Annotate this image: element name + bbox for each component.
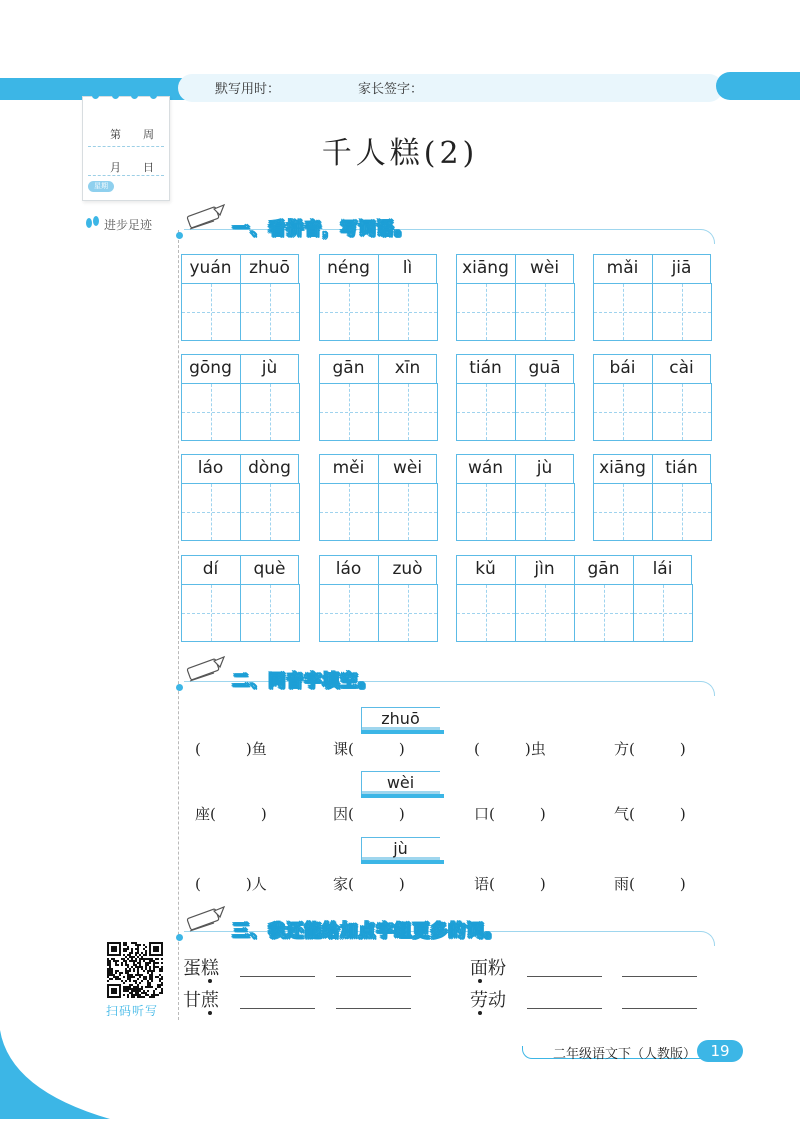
- margin-dashed-line: [178, 230, 179, 1020]
- pinyin-syllable: xiāng: [462, 258, 509, 278]
- homophone-item[interactable]: 雨( ): [614, 875, 686, 893]
- writing-cell[interactable]: [378, 584, 438, 642]
- homophone-item[interactable]: 方( ): [614, 740, 686, 758]
- corner-decoration: [0, 1010, 110, 1119]
- word-grid: [593, 354, 711, 442]
- pinyin-syllable: lì: [402, 258, 413, 278]
- word-grid: [593, 254, 711, 342]
- section1-title: 一、看拼音，写词语。: [232, 219, 412, 239]
- word-flour: 面粉: [470, 958, 506, 979]
- pinyin-syllable: dí: [202, 559, 219, 579]
- pinyin-syllable: xiāng: [599, 458, 646, 478]
- homophone-item[interactable]: 家( ): [333, 875, 405, 893]
- book-label: 二年级语文下（人教版）: [553, 1047, 697, 1062]
- writing-cell[interactable]: [378, 283, 438, 341]
- page-title: 千人糕(2): [321, 136, 479, 171]
- ring-icon: [92, 92, 99, 99]
- date-line: [88, 175, 164, 176]
- writing-cell[interactable]: [593, 383, 653, 441]
- pinyin-divider: [240, 555, 241, 585]
- pinyin-syllable: jù: [261, 358, 278, 378]
- writing-cell[interactable]: [574, 584, 634, 642]
- writing-cell[interactable]: [593, 483, 653, 541]
- pinyin-syllable: wán: [467, 458, 504, 478]
- pinyin-syllable: cài: [669, 358, 694, 378]
- pinyin-divider: [633, 555, 634, 585]
- emphasis-dot: [208, 979, 212, 983]
- word-grid: [456, 454, 574, 542]
- pinyin-syllable: jù: [536, 458, 553, 478]
- pinyin-syllable: dòng: [248, 458, 291, 478]
- answer-blank[interactable]: [240, 1008, 315, 1009]
- emphasis-dot: [478, 979, 482, 983]
- pencil-icon: [184, 203, 228, 233]
- homophone-item[interactable]: ( )虫: [474, 740, 546, 758]
- footprint-icon: [84, 214, 102, 234]
- homophone-item[interactable]: 气( ): [614, 805, 686, 823]
- parent-signature-label: 家长签字：: [358, 82, 424, 97]
- section2-dot: [176, 684, 183, 691]
- pinyin-divider: [652, 254, 653, 284]
- answer-blank[interactable]: [527, 1008, 602, 1009]
- word-grid: [319, 354, 437, 442]
- emphasis-dot: [478, 1011, 482, 1015]
- qr-code-icon[interactable]: [107, 942, 163, 998]
- weekday-badge: 星期: [88, 181, 114, 192]
- writing-cell[interactable]: [319, 383, 379, 441]
- pinyin-syllable: jìn: [534, 559, 555, 579]
- pinyin-divider: [515, 354, 516, 384]
- pinyin-syllable: měi: [332, 458, 365, 478]
- word-grid: [456, 254, 574, 342]
- pinyin-syllable: gōng: [189, 358, 232, 378]
- word-labor: 劳动: [470, 990, 506, 1011]
- writing-cell[interactable]: [633, 584, 693, 642]
- word-grid: [181, 555, 299, 643]
- pinyin-divider: [652, 354, 653, 384]
- writing-cell[interactable]: [181, 383, 241, 441]
- answer-blank[interactable]: [622, 976, 697, 977]
- pinyin-divider: [652, 454, 653, 484]
- writing-cell[interactable]: [652, 483, 712, 541]
- pinyin-syllable: láo: [197, 458, 224, 478]
- day-label: 日: [143, 161, 154, 174]
- top-bar-right: [716, 72, 800, 100]
- week-label: 第 周: [110, 128, 154, 141]
- writing-cell[interactable]: [456, 283, 516, 341]
- writing-cell[interactable]: [515, 283, 575, 341]
- pinyin-syllable: guā: [528, 358, 561, 378]
- writing-cell[interactable]: [240, 584, 300, 642]
- pinyin-divider: [515, 454, 516, 484]
- progress-label: 进步足迹: [104, 218, 153, 232]
- word-grid: [319, 454, 437, 542]
- pinyin-syllable: tián: [469, 358, 502, 378]
- pinyin-divider: [378, 454, 379, 484]
- month-label: 月: [110, 161, 121, 174]
- writing-cell[interactable]: [181, 584, 241, 642]
- pinyin-divider: [240, 354, 241, 384]
- writing-cell[interactable]: [378, 483, 438, 541]
- answer-blank[interactable]: [527, 976, 602, 977]
- writing-cell[interactable]: [181, 283, 241, 341]
- emphasis-dot: [208, 1011, 212, 1015]
- pencil-icon: [184, 905, 228, 935]
- pinyin-syllable: kǔ: [475, 559, 496, 579]
- pinyin-syllable: néng: [327, 258, 370, 278]
- writing-cell[interactable]: [652, 383, 712, 441]
- pinyin-syllable: tián: [665, 458, 698, 478]
- word-grid: [456, 555, 692, 643]
- word-grid: [181, 354, 299, 442]
- writing-cell[interactable]: [593, 283, 653, 341]
- ring-icon: [131, 92, 138, 99]
- answer-blank[interactable]: [336, 1008, 411, 1009]
- pinyin-divider: [515, 555, 516, 585]
- writing-cell[interactable]: [456, 584, 516, 642]
- ring-icon: [112, 92, 119, 99]
- section2-title: 二、同音字填空。: [232, 671, 376, 691]
- writing-cell[interactable]: [319, 483, 379, 541]
- homophone-item[interactable]: 因( ): [333, 805, 405, 823]
- time-label: 默写用时：: [215, 82, 281, 97]
- writing-cell[interactable]: [240, 383, 300, 441]
- writing-cell[interactable]: [181, 483, 241, 541]
- writing-cell[interactable]: [515, 483, 575, 541]
- section1-dot: [176, 232, 183, 239]
- pinyin-syllable: mǎi: [606, 258, 639, 278]
- writing-cell[interactable]: [515, 584, 575, 642]
- writing-cell[interactable]: [515, 383, 575, 441]
- pencil-icon: [184, 655, 228, 685]
- answer-blank[interactable]: [622, 1008, 697, 1009]
- pinyin-divider: [378, 555, 379, 585]
- pinyin-divider: [240, 254, 241, 284]
- word-grid: [456, 354, 574, 442]
- homophone-item[interactable]: 课( ): [333, 740, 405, 758]
- writing-cell[interactable]: [378, 383, 438, 441]
- pinyin-syllable: zuò: [392, 559, 423, 579]
- pinyin-syllable: wèi: [529, 258, 560, 278]
- word-cake: 蛋糕: [183, 958, 219, 979]
- writing-cell[interactable]: [652, 283, 712, 341]
- homophone-pinyin: zhuō: [361, 707, 440, 730]
- page-number: 19: [697, 1040, 743, 1062]
- pinyin-syllable: gān: [587, 559, 620, 579]
- pinyin-syllable: lái: [652, 559, 673, 579]
- ring-icon: [150, 92, 157, 99]
- word-grid: [593, 454, 711, 542]
- writing-cell[interactable]: [319, 283, 379, 341]
- pinyin-syllable: gān: [332, 358, 365, 378]
- homophone-pinyin: wèi: [361, 771, 440, 794]
- pinyin-divider: [378, 254, 379, 284]
- pinyin-syllable: zhuō: [249, 258, 290, 278]
- pinyin-syllable: bái: [609, 358, 636, 378]
- pinyin-syllable: què: [253, 559, 286, 579]
- writing-cell[interactable]: [456, 383, 516, 441]
- pinyin-divider: [515, 254, 516, 284]
- word-grid: [181, 454, 299, 542]
- answer-blank[interactable]: [240, 976, 315, 977]
- word-grid: [319, 555, 437, 643]
- pinyin-syllable: yuán: [189, 258, 232, 278]
- homophone-item[interactable]: ( )人: [195, 875, 267, 893]
- homophone-item[interactable]: 语( ): [474, 875, 546, 893]
- pinyin-divider: [574, 555, 575, 585]
- section3-dot: [176, 934, 183, 941]
- word-sugarcane: 甘蔗: [183, 990, 219, 1011]
- pinyin-syllable: xīn: [394, 358, 421, 378]
- writing-cell[interactable]: [319, 584, 379, 642]
- pinyin-syllable: wèi: [392, 458, 423, 478]
- writing-cell[interactable]: [240, 283, 300, 341]
- homophone-pinyin: jù: [361, 837, 440, 860]
- word-grid: [319, 254, 437, 342]
- answer-blank[interactable]: [336, 976, 411, 977]
- pinyin-divider: [240, 454, 241, 484]
- pinyin-syllable: láo: [335, 559, 362, 579]
- homophone-item[interactable]: ( )鱼: [195, 740, 267, 758]
- section3-title: 三、我还能给加点字组更多的词。: [232, 921, 502, 941]
- pinyin-divider: [378, 354, 379, 384]
- homophone-item[interactable]: 口( ): [474, 805, 546, 823]
- writing-cell[interactable]: [456, 483, 516, 541]
- scan-label: 扫码听写: [106, 1004, 159, 1018]
- pinyin-syllable: jiā: [671, 258, 692, 278]
- writing-cell[interactable]: [240, 483, 300, 541]
- homophone-item[interactable]: 座( ): [195, 805, 267, 823]
- word-grid: [181, 254, 299, 342]
